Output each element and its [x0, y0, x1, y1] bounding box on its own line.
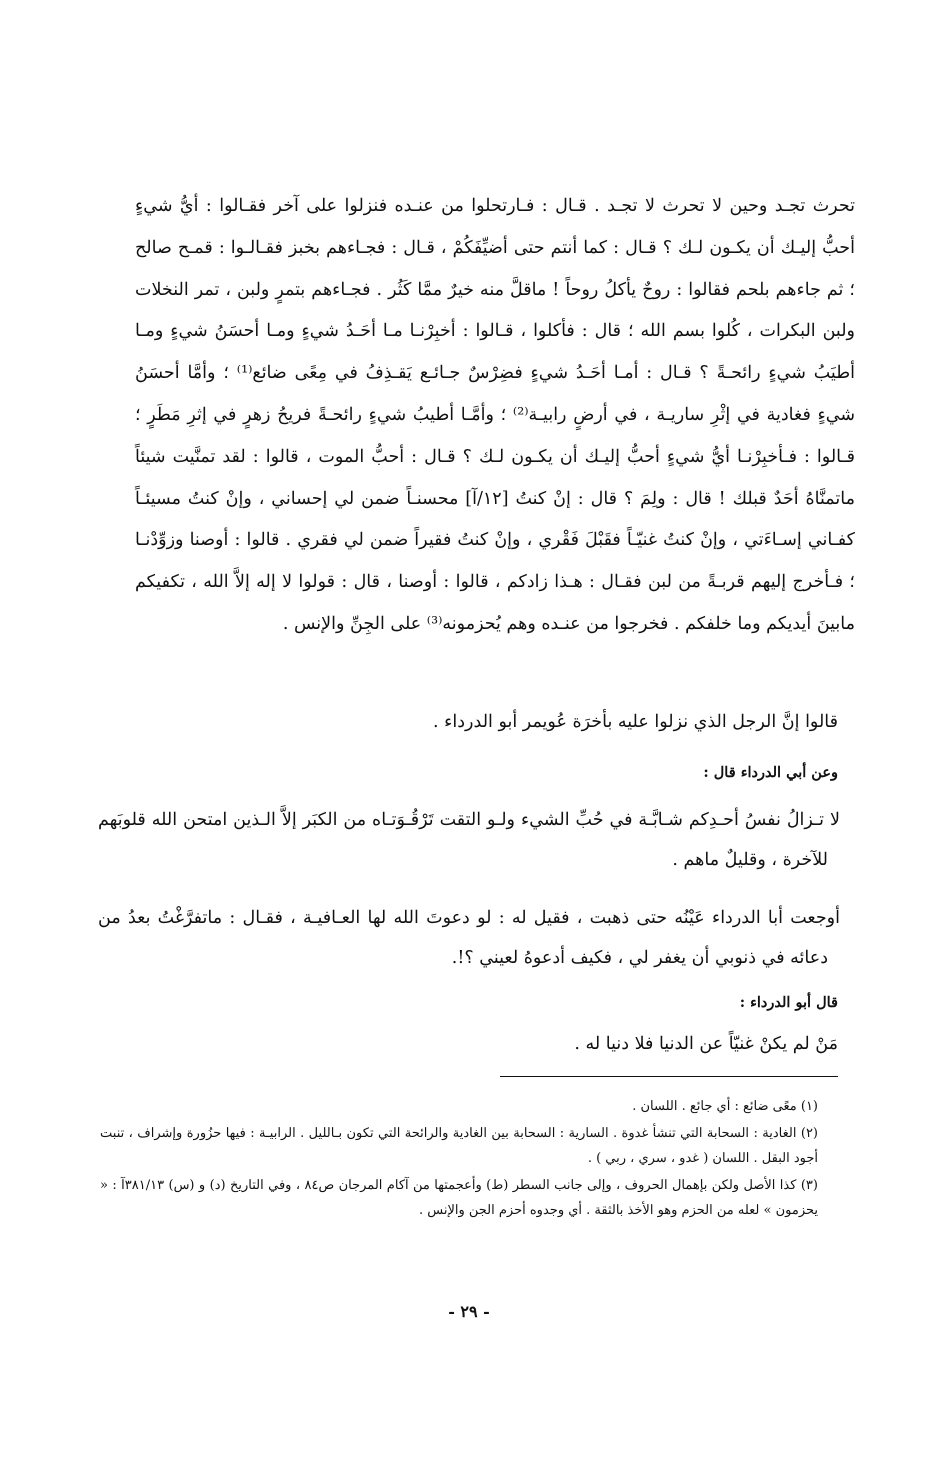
heading-narration-1: وعن أبي الدرداء قال : [703, 764, 838, 781]
paragraph-eye-ailment: أوجعت أبا الدرداء عَيْنُه حتى ذهبت ، فقيل له : لو دعوتَ الله لها العـافيـة ، فقـال : ماتفرَّغْتُ بعدُ من دعائه في ذنوبي أن يغفر لي ، فكيف أدعوهُ لعيني ؟!. [98, 908, 840, 968]
paragraph-story: تحرث تجـد وحين لا تحرث لا تجـد . قـال : فـارتحلوا من عنـده فنزلوا على آخر فقـالوا : أيُّ شيءٍ أحبُّ إليـك أن يكـون لـك ؟ قـال : كما أنتم حتى أضيِّفَكُمْ ، قـال : فجـاءهم بخبز فقـالـوا : قمـح صالح ؛ ثم جاءهم بلحم فقالوا : روحٌ يأكلُ روحاً ! ماقلَّ منه خيرٌ ممَّا كَثُر . فجـاءهم بتمرٍ ولبن ، تمر النخلات ولبن البكرات ، كُلوا بسم الله ؛ قال : فأكلوا ، قـالوا : أخبِرْنـا مـا أحَـدُ شيءٍ ومـا أحسَنُ شيءٍ ومـا أطيَبُ شيءٍ رائحـةً ؟ قـال : أمـا أحَـدُ شيءٍ فضِرْسٌ جـائـع يَقـذِفُ في مِعًى ضائع⁽¹⁾ ؛ وأمَّا أحسَنُ شيءٍ فغادية في إثْرِ ساريـة ، في أرضٍ رابيـة⁽²⁾ ؛ وأمَّـا أطيبُ شيءٍ رائحـةً فريحُ زهرٍ في إثرِ مَطَرٍ ؛ قـالوا : فـأخبِرْنـا أيُّ شيءٍ أحبُّ إليـك أن يكـون لـك ؟ قـال : أحبُّ الموت ، قالوا : لقد تمنَّيت شيئاً ماتمنَّاهُ أحَدٌ قبلك ! قال : ولِمَ ؟ قال : إنْ كنتُ [١٢/آ] محسنـاً ضمن لي إحساني ، وإنْ كنتُ مسيئـاً كفـاني إسـاءَتي ، وإنْ كنتُ غنيّـاً فقَبْلَ فَقْري ، وإنْ كنتُ فقيراً ضمن لي فقري . قالوا : أوصنا وزوِّدْنـا ؛ فـأخرج إليهم قربـةً من لبن فقـال : هـذا زادكم ، قالوا : أوصنا ، قال : قولوا لا إله إلاَّ الله ، تكفيكم مابينَ أيديكم وما خلفكم . فخرجوا من عنـده وهم يُحزمونه⁽³⁾ على الجِنِّ والإنس . [135, 196, 855, 634]
footnote-1: (١) معًى ضائع : أي جائع . اللسان . [632, 1099, 818, 1114]
page-number: - ٢٩ - [448, 1302, 490, 1321]
paragraph-saying: مَنْ لم يكنْ غنيّاً عن الدنيا فلا دنيا له . [574, 1034, 838, 1054]
heading-narration-2: قال أبو الدرداء : [739, 994, 838, 1011]
footnotes-block [100, 1094, 840, 1225]
paragraph-abu-darda-identity: قالوا إنَّ الرجل الذي نزلوا عليه بأخرَة عُويمر أبو الدرداء . [433, 712, 838, 732]
main-text-block [135, 186, 855, 646]
footnote-2: (٢) الغادية : السحابة التي تنشأ غدوة . السارية : السحابة بين الغادية والرائحة التي تكون بـالليل . الرابيـة : فيها حزُورة وإشراف ، تنبت أجود البقل . اللسان ( غدو ، سري ، ربي ) . [100, 1126, 818, 1166]
paragraph-youthful-soul: لا تـزالُ نفسُ أحـدِكم شـابَّـة في حُبِّ الشيء ولـو التقت تَرْقُـوَتـاه من الكبَر إلاَّ الـذين امتحن الله قلوبَهم للآخرة ، وقليلٌ ماهم . [98, 810, 840, 870]
footnote-3: (٣) كذا الأصل ولكن بإهمال الحروف ، وإلى جانب السطر (ط) وأعجمتها من آكام المرجان ص٨٤ ، وفي التاريخ (د) و (س) ٣٨١/١٣آ : « يحزمون » لعله من الحزم وهو الأخذ بالثقة . أي وجدوه أحزم الجن والإنس . [100, 1178, 818, 1218]
footnote-separator [500, 1076, 838, 1077]
